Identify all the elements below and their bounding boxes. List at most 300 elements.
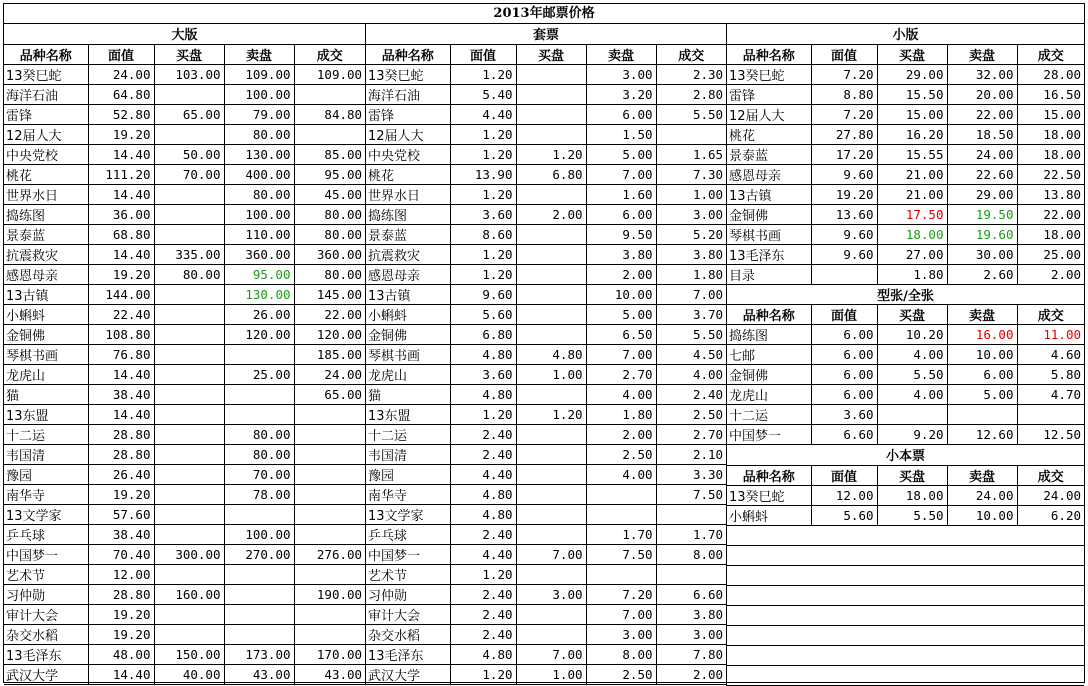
empty-cell: [727, 585, 1084, 605]
cell-ask: [224, 404, 294, 424]
cell-deal: 2.00: [656, 664, 726, 684]
cell-face-value: 5.40: [450, 84, 516, 104]
cell-ask: 7.00: [586, 344, 656, 364]
table-row: [4, 224, 365, 244]
cell-name: 习仲勋: [366, 584, 450, 604]
cell-deal: 85.00: [294, 144, 365, 164]
cell-deal: 18.00: [1017, 144, 1084, 164]
cell-bid: [516, 384, 586, 404]
cell-deal: 2.80: [656, 84, 726, 104]
cell-name: 琴棋书画: [4, 344, 88, 364]
cell-ask: 7.20: [586, 584, 656, 604]
header-bid: 买盘: [877, 44, 947, 64]
cell-ask: 109.00: [224, 64, 294, 84]
cell-ask: [224, 504, 294, 524]
cell-name: 13毛泽东: [727, 244, 811, 264]
cell-ask: 22.60: [947, 164, 1017, 184]
cell-face-value: 9.60: [811, 164, 877, 184]
cell-bid: [154, 204, 224, 224]
cell-face-value: 1.20: [450, 404, 516, 424]
cell-face-value: 26.40: [88, 464, 154, 484]
cell-deal: 3.00: [656, 624, 726, 644]
cell-ask: 6.00: [586, 204, 656, 224]
cell-deal: 3.80: [656, 604, 726, 624]
cell-deal: 45.00: [294, 184, 365, 204]
cell-face-value: 1.20: [450, 124, 516, 144]
cell-name: 武汉大学: [4, 664, 88, 684]
cell-ask: 2.50: [586, 444, 656, 464]
cell-name: 杂交水稻: [4, 624, 88, 644]
cell-deal: 18.00: [1017, 124, 1084, 144]
cell-face-value: 14.40: [88, 184, 154, 204]
cell-deal: 22.00: [1017, 204, 1084, 224]
cell-name: 金铜佛: [366, 324, 450, 344]
header-name: 品种名称: [727, 305, 811, 325]
cell-bid: [516, 84, 586, 104]
header-bid: 买盘: [516, 44, 586, 64]
table-row: [366, 304, 726, 324]
cell-ask: [224, 584, 294, 604]
cell-face-value: 2.40: [450, 604, 516, 624]
cell-ask: 32.00: [947, 64, 1017, 84]
cell-face-value: 4.80: [450, 484, 516, 504]
header-ask: 卖盘: [947, 44, 1017, 64]
table-row: [366, 204, 726, 224]
cell-bid: [516, 184, 586, 204]
cell-face-value: 144.00: [88, 284, 154, 304]
cell-deal: [294, 404, 365, 424]
cell-bid: 70.00: [154, 164, 224, 184]
cell-name: 金铜佛: [4, 324, 88, 344]
header-deal: 成交: [1017, 465, 1084, 485]
cell-bid: 17.50: [877, 204, 947, 224]
cell-name: 13癸巳蛇: [4, 64, 88, 84]
table-row: [366, 344, 726, 364]
table-row: [4, 644, 365, 664]
cell-face-value: 6.00: [811, 385, 877, 405]
cell-deal: 6.60: [656, 584, 726, 604]
cell-ask: 400.00: [224, 164, 294, 184]
cell-deal: 16.50: [1017, 84, 1084, 104]
section-title: 大版: [4, 24, 365, 44]
cell-deal: 276.00: [294, 544, 365, 564]
cell-deal: 4.50: [656, 344, 726, 364]
cell-face-value: 76.80: [88, 344, 154, 364]
cell-ask: [947, 405, 1017, 425]
cell-bid: 29.00: [877, 64, 947, 84]
cell-face-value: 28.80: [88, 424, 154, 444]
cell-bid: [877, 405, 947, 425]
cell-ask: 2.00: [586, 264, 656, 284]
cell-deal: [294, 564, 365, 584]
cell-face-value: 1.20: [450, 564, 516, 584]
cell-ask: [224, 384, 294, 404]
cell-bid: 2.00: [516, 204, 586, 224]
cell-face-value: 8.60: [450, 224, 516, 244]
cell-face-value: 4.40: [450, 544, 516, 564]
cell-ask: 173.00: [224, 644, 294, 664]
cell-ask: 10.00: [586, 284, 656, 304]
cell-bid: [516, 564, 586, 584]
cell-bid: 10.20: [877, 325, 947, 345]
cell-face-value: 9.60: [811, 224, 877, 244]
cell-ask: 2.60: [947, 264, 1017, 284]
cell-bid: 6.80: [516, 164, 586, 184]
cell-face-value: 2.40: [450, 584, 516, 604]
cell-name: 中国梦一: [366, 544, 450, 564]
cell-name: 韦国清: [366, 444, 450, 464]
cell-ask: [224, 564, 294, 584]
cell-name: 金铜佛: [727, 365, 811, 385]
table-row: [366, 244, 726, 264]
cell-face-value: 4.80: [450, 344, 516, 364]
header-face-value: 面值: [88, 44, 154, 64]
cell-face-value: 22.40: [88, 304, 154, 324]
cell-bid: [516, 264, 586, 284]
header-ask: 卖盘: [224, 44, 294, 64]
cell-bid: [154, 304, 224, 324]
section-daban: [4, 24, 365, 685]
cell-deal: 2.70: [656, 424, 726, 444]
cell-face-value: 1.20: [450, 184, 516, 204]
cell-ask: 1.60: [586, 184, 656, 204]
cell-bid: [154, 424, 224, 444]
cell-bid: [516, 124, 586, 144]
cell-bid: 1.00: [516, 364, 586, 384]
cell-deal: 4.60: [1017, 345, 1084, 365]
empty-row: [727, 585, 1084, 605]
cell-name: 目录: [727, 264, 811, 284]
table-row: [4, 184, 365, 204]
cell-ask: 10.00: [947, 345, 1017, 365]
header-ask: 卖盘: [586, 44, 656, 64]
table-row: [366, 504, 726, 524]
table-row: [366, 404, 726, 424]
table-row: [4, 484, 365, 504]
empty-row: [727, 565, 1084, 585]
cell-name: 捣练图: [727, 325, 811, 345]
cell-face-value: 4.80: [450, 504, 516, 524]
cell-name: 小蝌蚪: [727, 505, 811, 525]
cell-name: 雷锋: [727, 84, 811, 104]
cell-name: 杂交水稻: [366, 624, 450, 644]
cell-deal: 7.30: [656, 164, 726, 184]
cell-ask: [224, 624, 294, 644]
cell-name: 十二运: [727, 405, 811, 425]
cell-face-value: 38.40: [88, 384, 154, 404]
empty-cell: [727, 525, 1084, 545]
cell-deal: 18.00: [1017, 224, 1084, 244]
table-daban: [4, 24, 365, 685]
header-row: [366, 44, 726, 64]
cell-name: 中央党校: [366, 144, 450, 164]
cell-name: 桃花: [727, 124, 811, 144]
table-row: [4, 524, 365, 544]
cell-deal: 25.00: [1017, 244, 1084, 264]
cell-bid: [516, 284, 586, 304]
cell-ask: 80.00: [224, 184, 294, 204]
cell-face-value: 28.80: [88, 584, 154, 604]
cell-name: 雷锋: [4, 104, 88, 124]
cell-bid: [516, 324, 586, 344]
cell-face-value: 7.20: [811, 64, 877, 84]
cell-bid: 80.00: [154, 264, 224, 284]
cell-deal: 7.80: [656, 644, 726, 664]
cell-face-value: 14.40: [88, 144, 154, 164]
table-row: [366, 564, 726, 584]
table-row: [727, 485, 1084, 505]
table-row: [727, 184, 1084, 204]
cell-face-value: 111.20: [88, 164, 154, 184]
table-row: [727, 505, 1084, 525]
cell-bid: [154, 464, 224, 484]
cell-name: 景泰蓝: [727, 144, 811, 164]
table-row: [366, 164, 726, 184]
cell-deal: 2.10: [656, 444, 726, 464]
table-row: [4, 84, 365, 104]
cell-face-value: 68.80: [88, 224, 154, 244]
cell-bid: 5.50: [877, 365, 947, 385]
cell-bid: 9.20: [877, 425, 947, 445]
cell-name: 13癸巳蛇: [366, 64, 450, 84]
cell-bid: 21.00: [877, 164, 947, 184]
cell-face-value: 27.80: [811, 124, 877, 144]
cell-bid: [154, 84, 224, 104]
cell-deal: 2.40: [656, 384, 726, 404]
cell-face-value: 3.60: [450, 204, 516, 224]
cell-name: 豫园: [366, 464, 450, 484]
header-deal: 成交: [656, 44, 726, 64]
table-row: [366, 144, 726, 164]
cell-name: 小蝌蚪: [366, 304, 450, 324]
cell-face-value: 9.60: [811, 244, 877, 264]
header-face-value: 面值: [811, 44, 877, 64]
table-row: [727, 244, 1084, 264]
table-row: [4, 444, 365, 464]
cell-ask: 3.00: [586, 624, 656, 644]
table-row: [727, 345, 1084, 365]
table-row: [366, 644, 726, 664]
cell-bid: [154, 184, 224, 204]
cell-bid: 15.55: [877, 144, 947, 164]
section-title: 小版: [727, 24, 1084, 44]
cell-deal: 12.50: [1017, 425, 1084, 445]
cell-name: 感恩母亲: [727, 164, 811, 184]
table-row: [366, 524, 726, 544]
cell-deal: 7.00: [656, 284, 726, 304]
cell-name: 中国梦一: [4, 544, 88, 564]
cell-bid: 4.00: [877, 345, 947, 365]
cell-ask: 7.50: [586, 544, 656, 564]
cell-deal: [294, 524, 365, 544]
table-row: [4, 564, 365, 584]
cell-bid: [516, 104, 586, 124]
cell-bid: [154, 404, 224, 424]
cell-ask: 1.70: [586, 524, 656, 544]
cell-name: 龙虎山: [366, 364, 450, 384]
cell-name: 南华寺: [366, 484, 450, 504]
cell-name: 世界水日: [366, 184, 450, 204]
header-name: 品种名称: [727, 44, 811, 64]
cell-bid: 3.00: [516, 584, 586, 604]
cell-deal: 43.00: [294, 664, 365, 684]
cell-name: 中央党校: [4, 144, 88, 164]
table-row: [366, 664, 726, 684]
cell-bid: 50.00: [154, 144, 224, 164]
cell-bid: [516, 64, 586, 84]
cell-bid: 103.00: [154, 64, 224, 84]
rows-body: [727, 64, 1084, 284]
cell-ask: 100.00: [224, 204, 294, 224]
table-row: [4, 424, 365, 444]
cell-face-value: 1.20: [450, 144, 516, 164]
table-row: [727, 325, 1084, 345]
cell-face-value: 19.20: [88, 264, 154, 284]
cell-ask: 24.00: [947, 485, 1017, 505]
empty-cell: [727, 625, 1084, 645]
cell-face-value: 57.60: [88, 504, 154, 524]
table-row: [4, 64, 365, 84]
cell-face-value: 4.40: [450, 104, 516, 124]
cell-deal: 1.65: [656, 144, 726, 164]
cell-deal: [1017, 405, 1084, 425]
cell-bid: [154, 484, 224, 504]
cell-deal: 3.00: [656, 204, 726, 224]
cell-bid: [154, 344, 224, 364]
price-sheet: [3, 3, 1085, 683]
cell-name: 13古镇: [366, 284, 450, 304]
cell-face-value: 36.00: [88, 204, 154, 224]
table-row: [727, 124, 1084, 144]
cell-bid: 1.00: [516, 664, 586, 684]
cell-bid: 18.00: [877, 485, 947, 505]
cell-ask: 10.00: [947, 505, 1017, 525]
cell-face-value: 19.20: [88, 624, 154, 644]
cell-deal: 24.00: [1017, 485, 1084, 505]
table-row: [4, 604, 365, 624]
table-row: [4, 264, 365, 284]
cell-deal: [656, 124, 726, 144]
cell-name: 抗震救灾: [4, 244, 88, 264]
header-row: [4, 44, 365, 64]
cell-ask: 1.80: [586, 404, 656, 424]
cell-name: 审计大会: [4, 604, 88, 624]
cell-face-value: 7.20: [811, 104, 877, 124]
cell-deal: 6.20: [1017, 505, 1084, 525]
cell-face-value: 28.80: [88, 444, 154, 464]
cell-deal: [294, 84, 365, 104]
header-name: 品种名称: [4, 44, 88, 64]
table-row: [4, 384, 365, 404]
cell-name: 十二运: [4, 424, 88, 444]
cell-ask: 70.00: [224, 464, 294, 484]
table-row: [4, 344, 365, 364]
cell-name: 韦国清: [4, 444, 88, 464]
section-taopiao: [365, 24, 726, 685]
cell-deal: 15.00: [1017, 104, 1084, 124]
cell-deal: [656, 564, 726, 584]
cell-deal: 3.30: [656, 464, 726, 484]
cell-face-value: 13.90: [450, 164, 516, 184]
cell-face-value: 1.20: [450, 664, 516, 684]
table-row: [4, 104, 365, 124]
table-row: [366, 364, 726, 384]
cell-bid: [154, 124, 224, 144]
table-row: [366, 624, 726, 644]
cell-name: 七邮: [727, 345, 811, 365]
empty-row: [727, 645, 1084, 665]
cell-ask: 29.00: [947, 184, 1017, 204]
table-row: [366, 264, 726, 284]
cell-name: 13古镇: [727, 184, 811, 204]
cell-bid: [154, 324, 224, 344]
cell-face-value: 48.00: [88, 644, 154, 664]
cell-ask: 360.00: [224, 244, 294, 264]
cell-ask: 1.50: [586, 124, 656, 144]
cell-ask: 20.00: [947, 84, 1017, 104]
cell-bid: [154, 284, 224, 304]
table-row: [4, 544, 365, 564]
table-row: [366, 444, 726, 464]
cell-name: 乒乓球: [366, 524, 450, 544]
cell-deal: 1.80: [656, 264, 726, 284]
cell-name: 琴棋书画: [366, 344, 450, 364]
table-row: [4, 304, 365, 324]
header-ask: 卖盘: [947, 305, 1017, 325]
cell-face-value: 1.20: [450, 244, 516, 264]
cell-name: 捣练图: [366, 204, 450, 224]
cell-ask: 26.00: [224, 304, 294, 324]
header-face-value: 面值: [450, 44, 516, 64]
empty-cell: [727, 645, 1084, 665]
cell-deal: 120.00: [294, 324, 365, 344]
table-taopiao: [366, 24, 726, 685]
cell-deal: [294, 464, 365, 484]
cell-ask: 130.00: [224, 284, 294, 304]
table-row: [366, 184, 726, 204]
cell-ask: 5.00: [947, 385, 1017, 405]
cell-ask: 3.80: [586, 244, 656, 264]
section-title: 型张/全张: [727, 285, 1084, 305]
cell-ask: [586, 564, 656, 584]
cell-face-value: 1.20: [450, 64, 516, 84]
cell-face-value: 52.80: [88, 104, 154, 124]
cell-ask: 110.00: [224, 224, 294, 244]
cell-deal: 185.00: [294, 344, 365, 364]
empty-row: [727, 525, 1084, 545]
cell-name: 抗震救灾: [366, 244, 450, 264]
cell-face-value: 64.80: [88, 84, 154, 104]
cell-name: 景泰蓝: [366, 224, 450, 244]
cell-bid: [154, 384, 224, 404]
cell-name: 龙虎山: [4, 364, 88, 384]
header-deal: 成交: [1017, 305, 1084, 325]
table-row: [4, 504, 365, 524]
table-row: [366, 604, 726, 624]
cell-deal: 2.50: [656, 404, 726, 424]
cell-bid: [154, 224, 224, 244]
cell-bid: 7.00: [516, 644, 586, 664]
header-deal: 成交: [1017, 44, 1084, 64]
table-row: [727, 365, 1084, 385]
cell-ask: 25.00: [224, 364, 294, 384]
cell-deal: 84.80: [294, 104, 365, 124]
header-face-value: 面值: [811, 465, 877, 485]
cell-name: 13东盟: [4, 404, 88, 424]
table-row: [727, 164, 1084, 184]
cell-ask: 19.50: [947, 204, 1017, 224]
cell-name: 12届人大: [4, 124, 88, 144]
